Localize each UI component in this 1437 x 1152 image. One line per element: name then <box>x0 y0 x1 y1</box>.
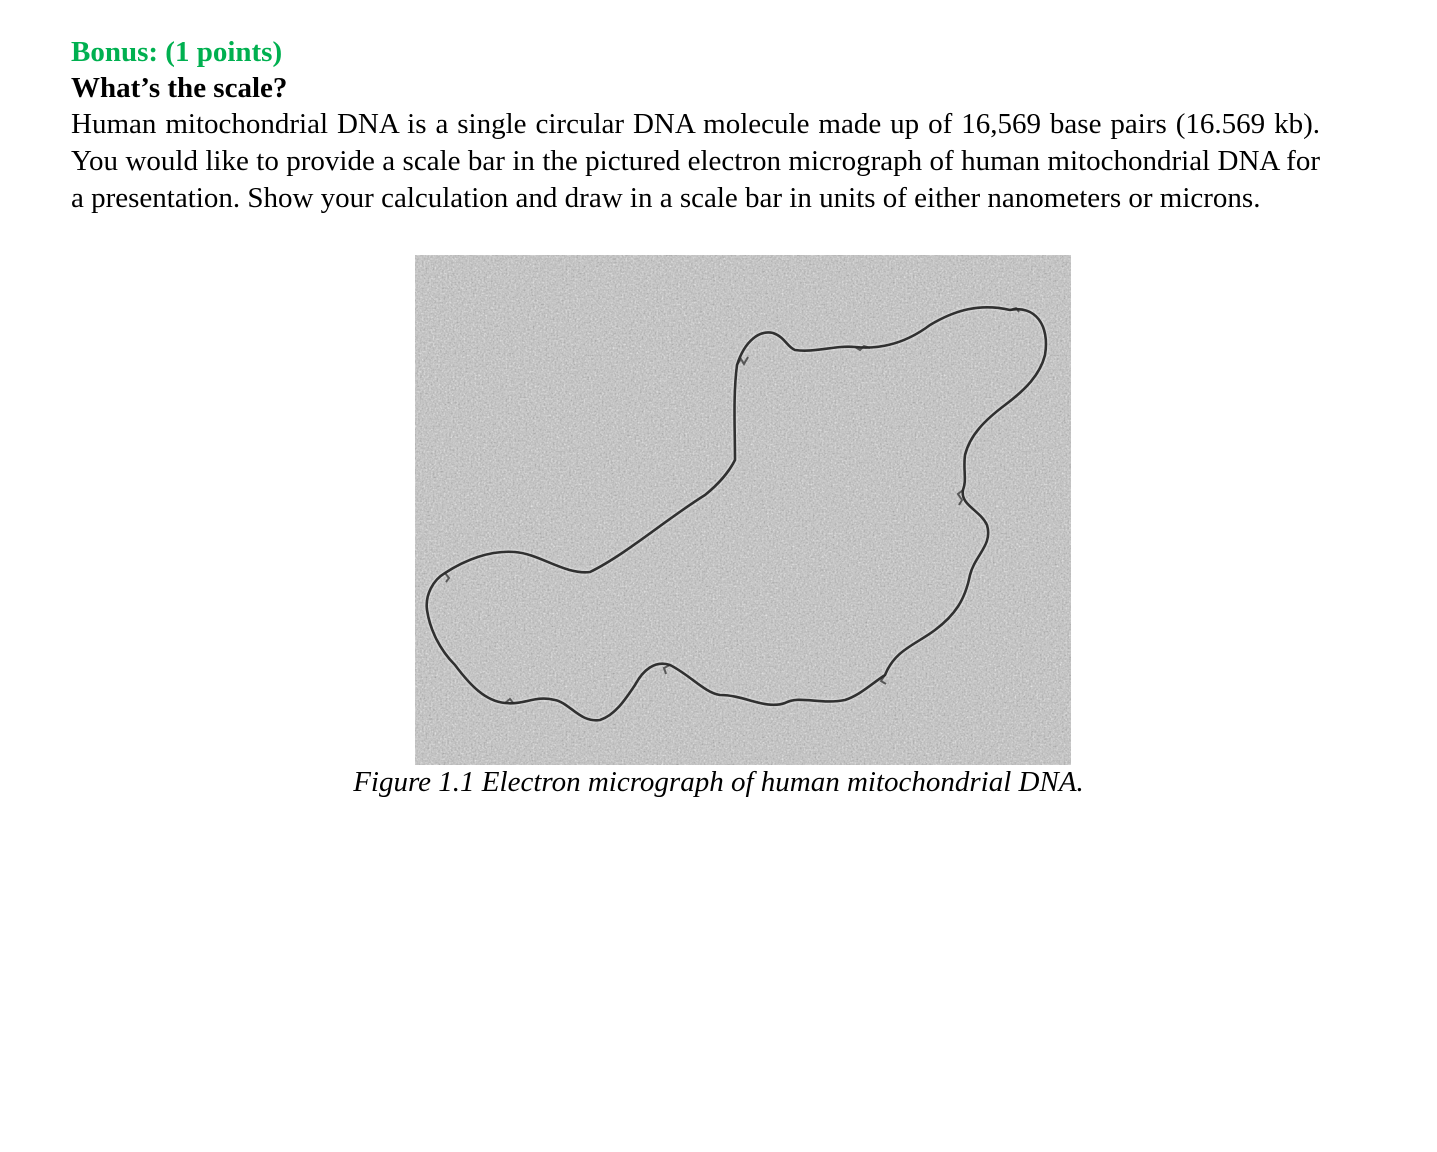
question-block <box>71 34 1320 217</box>
micrograph-image <box>415 255 1071 765</box>
question-body: Human mitochondrial DNA is a single circular DNA molecule made up of 16,569 base pairs (16.569 kb). You would like to provide a scale bar in the pictured electron micrograph of human mitochondrial DNA for a presentation. Show your calculation and draw in a scale bar in units of either nanometers or microns. <box>71 108 1320 214</box>
figure-caption: Figure 1.1 Electron micrograph of human mitochondrial DNA. <box>353 766 1084 798</box>
question-title: What’s the scale? <box>71 72 288 104</box>
electron-micrograph <box>415 255 1071 765</box>
bonus-heading: Bonus: (1 points) <box>71 36 283 68</box>
